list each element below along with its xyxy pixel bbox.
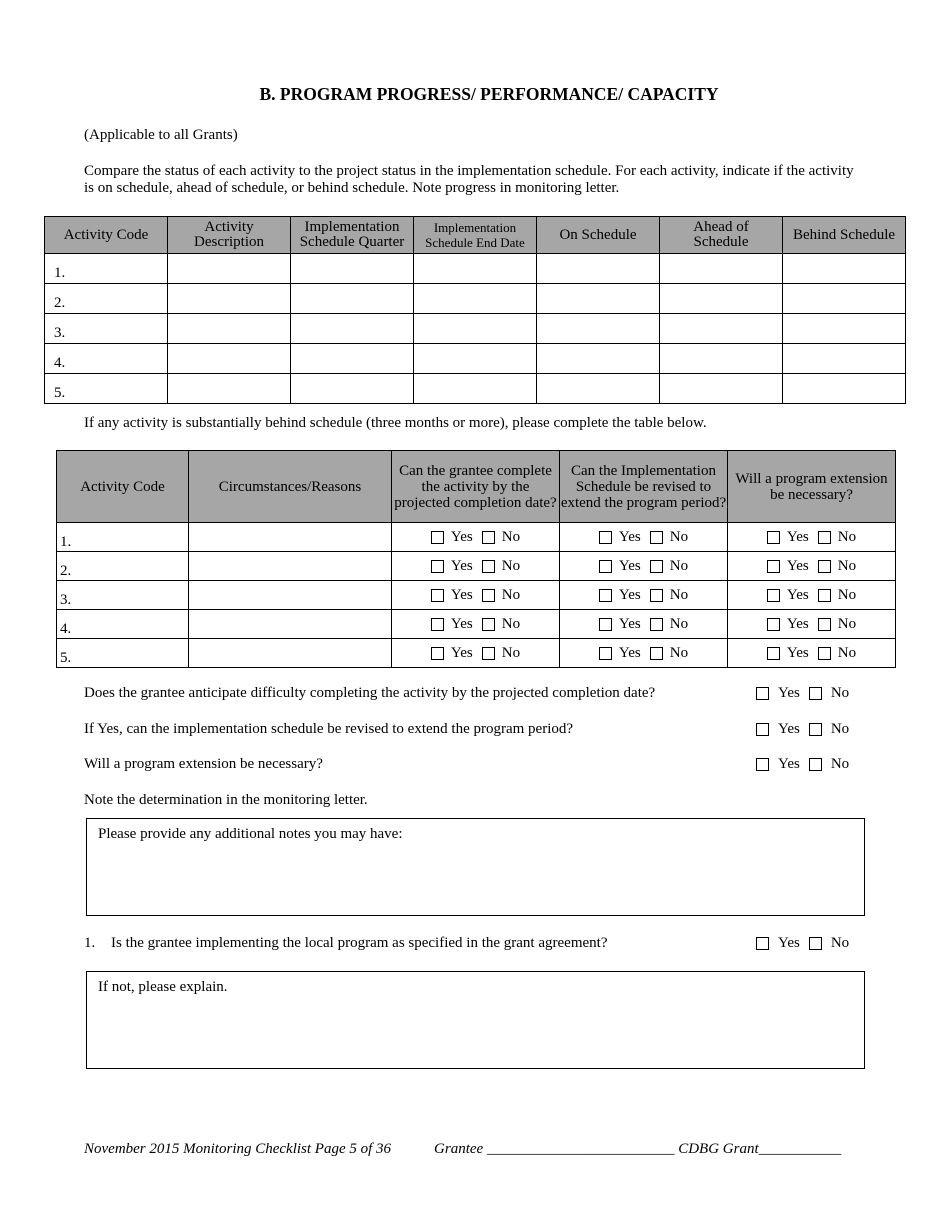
no-checkbox[interactable] — [809, 723, 822, 736]
footer-page-info: November 2015 Monitoring Checklist Page 5 of 36 — [84, 1141, 392, 1157]
yes-no-cell — [728, 523, 896, 552]
no-checkbox[interactable] — [818, 589, 831, 602]
yes-label: Yes — [450, 557, 473, 574]
yes-label: Yes — [618, 615, 641, 632]
no-checkbox[interactable] — [650, 531, 663, 544]
activity-number: 5. — [57, 639, 189, 668]
no-label: No — [501, 586, 521, 603]
no-checkbox[interactable] — [650, 647, 663, 660]
activity-number: 2. — [57, 552, 189, 581]
table-cell-input[interactable] — [291, 374, 414, 404]
table-cell-input[interactable] — [168, 284, 291, 314]
footer-grantee-line: Grantee _________________________ CDBG Grant___________ — [434, 1141, 842, 1157]
additional-notes-box[interactable] — [86, 818, 865, 916]
yes-no-cell — [392, 639, 560, 668]
col-header: On Schedule — [537, 217, 660, 254]
yes-label: Yes — [618, 528, 641, 545]
yes-no-options — [560, 587, 727, 604]
col-header: Implementation Schedule End Date — [414, 217, 537, 254]
yes-checkbox[interactable] — [599, 531, 612, 544]
table-cell-input[interactable] — [414, 344, 537, 374]
reasons-cell-input[interactable] — [189, 610, 392, 639]
table-cell-input[interactable] — [783, 374, 906, 404]
table-cell-input[interactable] — [414, 314, 537, 344]
yes-checkbox[interactable] — [431, 618, 444, 631]
explain-box[interactable] — [86, 971, 865, 1069]
yes-no-cell — [560, 523, 728, 552]
yes-no-options — [392, 645, 559, 662]
footer — [84, 1141, 841, 1158]
table-cell-input[interactable] — [168, 314, 291, 344]
no-label: No — [669, 528, 689, 545]
table-cell-input[interactable] — [660, 344, 783, 374]
col-header: Ahead of Schedule — [660, 217, 783, 254]
activity-number: 3. — [45, 314, 168, 344]
yes-checkbox[interactable] — [599, 560, 612, 573]
yes-checkbox[interactable] — [756, 937, 769, 950]
no-label: No — [837, 644, 857, 661]
behind-schedule-note: If any activity is substantially behind schedule (three months or more), please complete the table below. — [84, 415, 707, 431]
yes-no-cell — [392, 552, 560, 581]
yes-label: Yes — [450, 615, 473, 632]
no-checkbox[interactable] — [809, 687, 822, 700]
no-label: No — [501, 644, 521, 661]
yes-no-options — [728, 616, 895, 633]
table-cell-input[interactable] — [291, 284, 414, 314]
no-checkbox[interactable] — [818, 560, 831, 573]
yes-checkbox[interactable] — [431, 531, 444, 544]
yes-label: Yes — [450, 528, 473, 545]
yes-no-options — [560, 529, 727, 546]
question-difficulty-options — [756, 685, 849, 702]
yes-no-options — [392, 529, 559, 546]
no-checkbox[interactable] — [650, 589, 663, 602]
question-revise-schedule: If Yes, can the implementation schedule be revised to extend the program period? — [84, 721, 574, 737]
yes-checkbox[interactable] — [767, 589, 780, 602]
no-label: No — [501, 557, 521, 574]
yes-no-cell — [392, 581, 560, 610]
table-row — [45, 374, 906, 404]
activity-number: 4. — [45, 344, 168, 374]
activity-number: 3. — [57, 581, 189, 610]
no-checkbox[interactable] — [650, 618, 663, 631]
no-checkbox[interactable] — [818, 618, 831, 631]
no-label: No — [837, 528, 857, 545]
yes-no-cell — [560, 610, 728, 639]
yes-no-options — [392, 558, 559, 575]
table-row — [45, 344, 906, 374]
table-cell-input[interactable] — [414, 254, 537, 284]
no-checkbox[interactable] — [482, 560, 495, 573]
table-cell-input[interactable] — [291, 254, 414, 284]
col-header: Activity Code — [57, 451, 189, 523]
applicable-note: (Applicable to all Grants) — [84, 127, 238, 143]
yes-no-options — [392, 587, 559, 604]
no-checkbox[interactable] — [818, 647, 831, 660]
yes-no-cell — [392, 610, 560, 639]
no-checkbox[interactable] — [809, 758, 822, 771]
no-label: No — [837, 615, 857, 632]
yes-no-options — [728, 587, 895, 604]
table-row — [45, 284, 906, 314]
yes-no-options — [560, 558, 727, 575]
no-checkbox[interactable] — [650, 560, 663, 573]
col-header: Activity Description — [168, 217, 291, 254]
question-1 — [84, 935, 607, 952]
yes-no-cell — [728, 610, 896, 639]
table-row — [57, 610, 896, 639]
no-label: No — [669, 644, 689, 661]
no-label: No — [830, 935, 850, 951]
table-cell-input[interactable] — [537, 254, 660, 284]
table-row — [57, 552, 896, 581]
table-cell-input[interactable] — [660, 374, 783, 404]
table-cell-input[interactable] — [414, 284, 537, 314]
no-label: No — [830, 721, 850, 737]
no-label: No — [669, 615, 689, 632]
activity-number: 4. — [57, 610, 189, 639]
yes-label: Yes — [786, 644, 809, 661]
table-row — [57, 581, 896, 610]
table-cell-input[interactable] — [168, 374, 291, 404]
yes-label: Yes — [450, 644, 473, 661]
no-label: No — [669, 557, 689, 574]
table-cell-input[interactable] — [537, 344, 660, 374]
no-checkbox[interactable] — [818, 531, 831, 544]
yes-label: Yes — [778, 685, 800, 701]
yes-checkbox[interactable] — [431, 560, 444, 573]
reasons-cell-input[interactable] — [189, 581, 392, 610]
table-cell-input[interactable] — [660, 254, 783, 284]
table-row — [57, 639, 896, 668]
yes-checkbox[interactable] — [767, 618, 780, 631]
yes-checkbox[interactable] — [431, 647, 444, 660]
no-label: No — [501, 528, 521, 545]
yes-no-options — [560, 616, 727, 633]
yes-no-cell — [728, 639, 896, 668]
yes-no-cell — [560, 552, 728, 581]
yes-checkbox[interactable] — [431, 589, 444, 602]
col-header: Behind Schedule — [783, 217, 906, 254]
question-extension-options — [756, 756, 849, 773]
determination-note: Note the determination in the monitoring letter. — [84, 792, 368, 808]
no-checkbox[interactable] — [482, 647, 495, 660]
col-header: Can the Implementation Schedule be revised to extend the program period? — [560, 451, 728, 523]
yes-no-options — [728, 558, 895, 575]
table-cell-input[interactable] — [783, 284, 906, 314]
table-cell-input[interactable] — [660, 314, 783, 344]
activity-number: 1. — [57, 523, 189, 552]
question-1-number: 1. — [84, 935, 96, 951]
no-label: No — [830, 756, 850, 772]
yes-checkbox[interactable] — [767, 647, 780, 660]
yes-label: Yes — [786, 615, 809, 632]
table-cell-input[interactable] — [783, 314, 906, 344]
yes-label: Yes — [786, 586, 809, 603]
table-cell-input[interactable] — [537, 314, 660, 344]
explain-label: If not, please explain. — [98, 979, 228, 995]
col-header: Circumstances/Reasons — [189, 451, 392, 523]
table-cell-input[interactable] — [783, 254, 906, 284]
col-header: Implementation Schedule Quarter — [291, 217, 414, 254]
additional-notes-label: Please provide any additional notes you may have: — [98, 826, 403, 842]
table-row — [57, 523, 896, 552]
yes-checkbox[interactable] — [599, 647, 612, 660]
table-row — [45, 254, 906, 284]
no-label: No — [837, 586, 857, 603]
yes-label: Yes — [618, 557, 641, 574]
col-header: Activity Code — [45, 217, 168, 254]
yes-label: Yes — [778, 721, 800, 737]
yes-no-cell — [392, 523, 560, 552]
yes-checkbox[interactable] — [599, 618, 612, 631]
col-header: Will a program extension be necessary? — [728, 451, 896, 523]
yes-checkbox[interactable] — [599, 589, 612, 602]
question-1-text: Is the grantee implementing the local program as specified in the grant agreement? — [111, 935, 608, 951]
activity-number: 1. — [45, 254, 168, 284]
yes-no-options — [728, 645, 895, 662]
no-label: No — [669, 586, 689, 603]
table-cell-input[interactable] — [660, 284, 783, 314]
table-cell-input[interactable] — [783, 344, 906, 374]
yes-label: Yes — [786, 528, 809, 545]
no-checkbox[interactable] — [809, 937, 822, 950]
yes-no-cell — [560, 581, 728, 610]
question-1-options — [756, 935, 849, 952]
question-extension: Will a program extension be necessary? — [84, 756, 323, 772]
activity-number: 5. — [45, 374, 168, 404]
yes-label: Yes — [618, 644, 641, 661]
no-checkbox[interactable] — [482, 618, 495, 631]
table-cell-input[interactable] — [414, 374, 537, 404]
reasons-cell-input[interactable] — [189, 552, 392, 581]
no-checkbox[interactable] — [482, 531, 495, 544]
yes-label: Yes — [778, 935, 800, 951]
reasons-cell-input[interactable] — [189, 639, 392, 668]
activity-status-table — [44, 216, 906, 404]
yes-no-options — [392, 616, 559, 633]
table-row — [45, 314, 906, 344]
activity-number: 2. — [45, 284, 168, 314]
yes-no-cell — [560, 639, 728, 668]
yes-checkbox[interactable] — [767, 560, 780, 573]
table-cell-input[interactable] — [168, 254, 291, 284]
instructions: Compare the status of each activity to the project status in the implementation schedule. For each activity, indicate if the activity is on schedule, ahead of schedule, or behind schedule. Note progress in monitoring letter. — [84, 163, 854, 196]
yes-label: Yes — [786, 557, 809, 574]
yes-label: Yes — [778, 756, 800, 772]
no-label: No — [830, 685, 850, 701]
question-difficulty: Does the grantee anticipate difficulty completing the activity by the projected completion date? — [84, 685, 656, 701]
no-checkbox[interactable] — [482, 589, 495, 602]
yes-no-options — [728, 529, 895, 546]
yes-no-options — [560, 645, 727, 662]
table-cell-input[interactable] — [168, 344, 291, 374]
reasons-cell-input[interactable] — [189, 523, 392, 552]
table-cell-input[interactable] — [291, 344, 414, 374]
yes-checkbox[interactable] — [767, 531, 780, 544]
table-cell-input[interactable] — [537, 374, 660, 404]
col-header: Can the grantee complete the activity by the projected completion date? — [392, 451, 560, 523]
yes-no-cell — [728, 581, 896, 610]
behind-schedule-table — [56, 450, 896, 668]
no-label: No — [501, 615, 521, 632]
yes-checkbox[interactable] — [756, 723, 769, 736]
yes-no-cell — [728, 552, 896, 581]
table-cell-input[interactable] — [291, 314, 414, 344]
table-cell-input[interactable] — [537, 284, 660, 314]
yes-label: Yes — [450, 586, 473, 603]
page-title: B. PROGRAM PROGRESS/ PERFORMANCE/ CAPACITY — [259, 84, 719, 104]
yes-checkbox[interactable] — [756, 758, 769, 771]
no-label: No — [837, 557, 857, 574]
question-revise-schedule-options — [756, 721, 849, 738]
yes-label: Yes — [618, 586, 641, 603]
yes-checkbox[interactable] — [756, 687, 769, 700]
